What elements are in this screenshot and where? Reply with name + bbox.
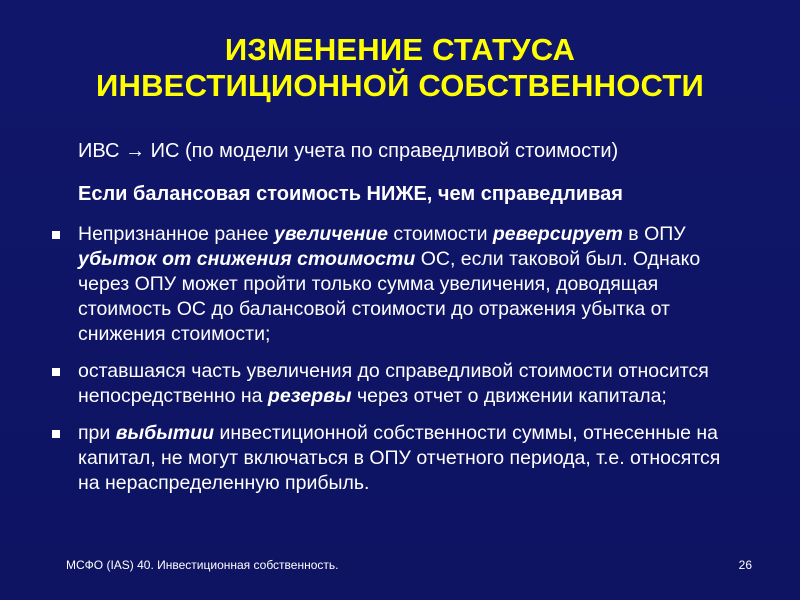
- text: в ОПУ: [622, 223, 686, 245]
- page-number: 26: [738, 558, 752, 572]
- transfer-subtitle: [78, 139, 618, 163]
- emphasis: увеличение: [274, 223, 389, 245]
- square-bullet-icon: [52, 368, 60, 376]
- emphasis: выбытии: [115, 422, 215, 444]
- arrow-right-icon: →: [125, 140, 146, 162]
- from-label: ИВС: [78, 140, 120, 162]
- bullet-list: [48, 222, 738, 508]
- title-line-1: ИЗМЕНЕНИЕ СТАТУСА: [224, 32, 576, 67]
- text: при: [78, 422, 116, 444]
- text: через отчет о движении капитала;: [351, 385, 667, 407]
- list-item: [48, 222, 738, 347]
- text: оставшаяся часть увеличения до справедливой стоимости относится непосредственно на: [78, 360, 709, 407]
- text: ОС, если таковой был. Однако через ОПУ может пройти только сумма увеличения, доводящая стоимость ОС до балансовой стоимости до отражения убытка от снижения стоимости;: [78, 248, 701, 345]
- text: инвестиционной собственности суммы, отнесенные на капитал, не могут включаться в ОПУ отчетного периода, т.е. относятся на нераспределенную прибыль.: [78, 422, 721, 494]
- emphasis: убыток от снижения стоимости: [78, 248, 416, 270]
- emphasis: резервы: [267, 385, 352, 407]
- square-bullet-icon: [52, 231, 60, 239]
- text: Непризнанное ранее: [78, 223, 274, 245]
- emphasis: реверсирует: [492, 223, 623, 245]
- subtitle-rest: ИС (по модели учета по справедливой стоимости): [150, 140, 619, 162]
- slide-footer: МСФО (IAS) 40. Инвестиционная собственность.: [66, 558, 339, 572]
- square-bullet-icon: [52, 430, 60, 438]
- title-line-2: ИНВЕСТИЦИОННОЙ СОБСТВЕННОСТИ: [96, 68, 704, 103]
- slide-title: [0, 32, 800, 104]
- condition-heading: Если балансовая стоимость НИЖЕ, чем справедливая: [78, 183, 623, 205]
- text: стоимости: [388, 223, 493, 245]
- list-item: [48, 359, 738, 409]
- list-item: [48, 421, 738, 496]
